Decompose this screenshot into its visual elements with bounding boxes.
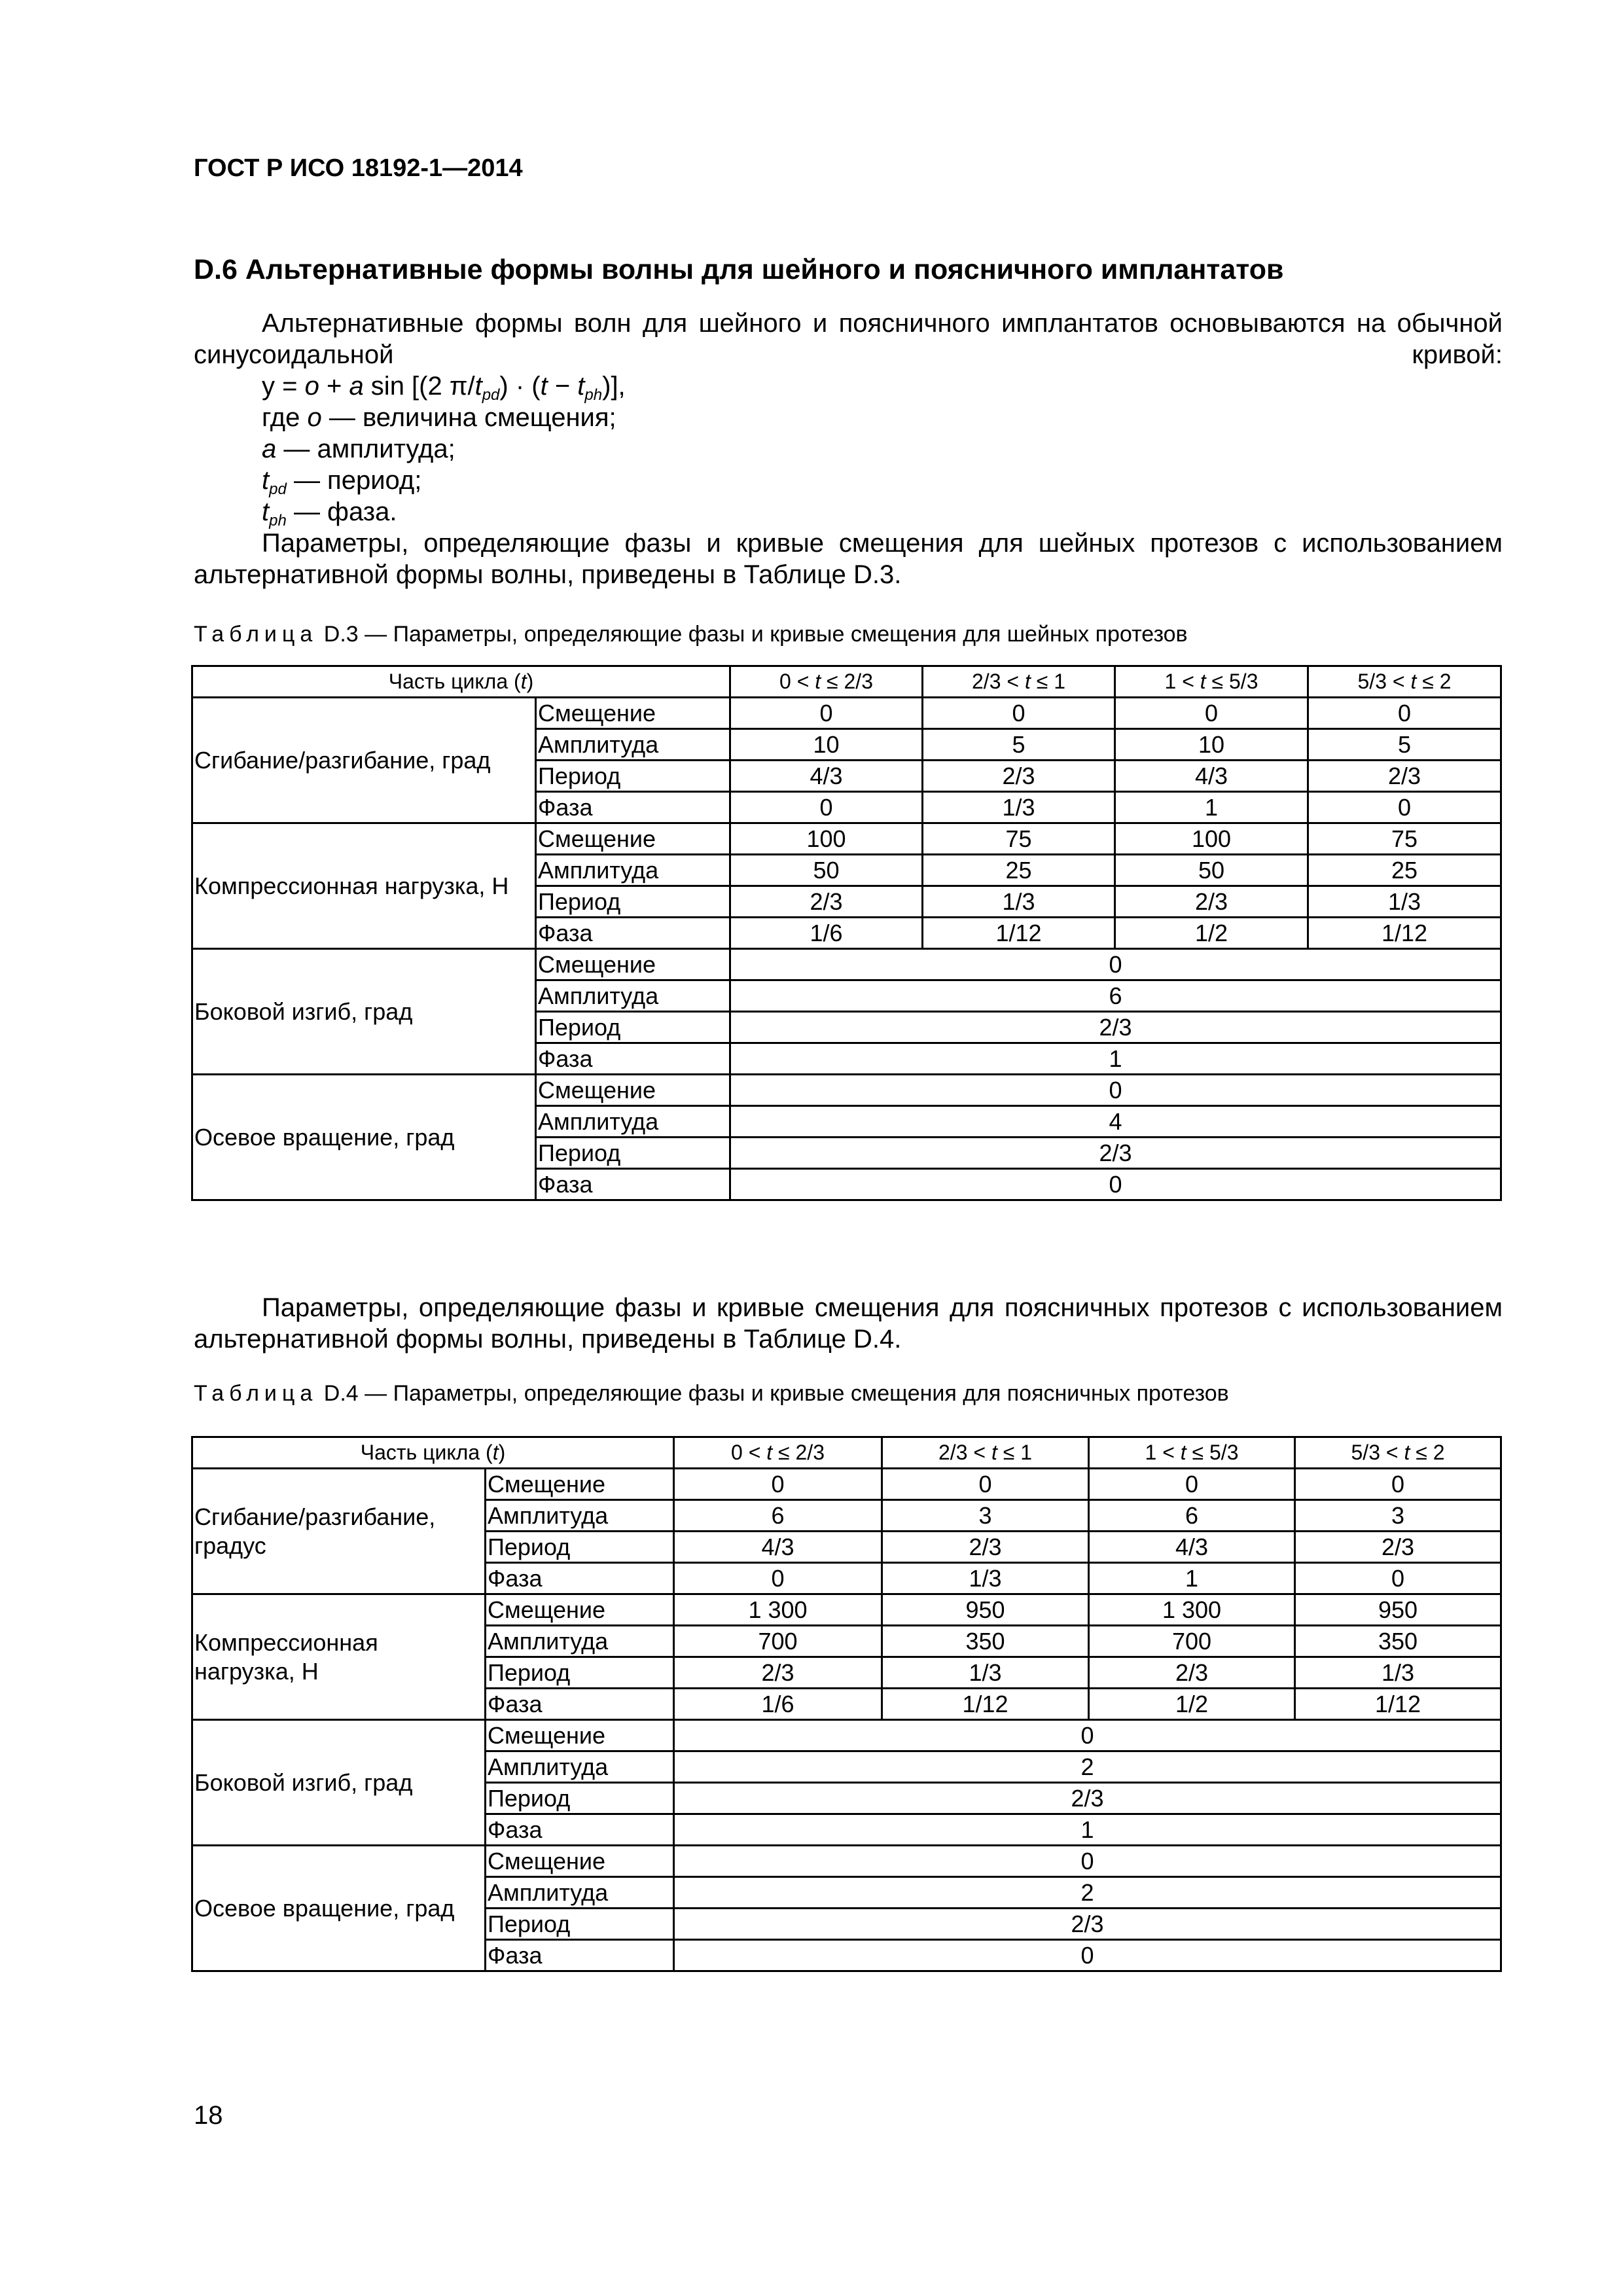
value-cell: 1/2 xyxy=(1089,1689,1295,1720)
value-cell: 1 300 xyxy=(674,1594,882,1626)
group-label: Компрессионная нагрузка, Н xyxy=(192,1594,486,1720)
page-number: 18 xyxy=(194,2101,223,2130)
value-cell: 0 xyxy=(730,1169,1501,1200)
document-header: ГОСТ Р ИСО 18192-1—2014 xyxy=(194,154,523,182)
group-label: Осевое вращение, град xyxy=(192,1075,536,1200)
parameter-label: Амплитуда xyxy=(536,980,730,1012)
table-row xyxy=(192,1469,1501,1500)
definition-o: где o — величина смещения; xyxy=(262,403,616,432)
group-label: Осевое вращение, град xyxy=(192,1846,486,1971)
value-cell: 2/3 xyxy=(1089,1657,1295,1689)
value-cell: 0 xyxy=(730,1075,1501,1106)
parameter-label: Амплитуда xyxy=(486,1626,674,1657)
header-interval: 1 < t ≤ 5/3 xyxy=(1115,666,1308,698)
value-cell: 3 xyxy=(1295,1500,1501,1532)
value-cell: 350 xyxy=(882,1626,1089,1657)
parameter-label: Смещение xyxy=(536,949,730,980)
value-cell: 0 xyxy=(730,792,923,823)
value-cell: 6 xyxy=(730,980,1501,1012)
value-cell: 1/12 xyxy=(882,1689,1089,1720)
value-cell: 25 xyxy=(1308,855,1501,886)
value-cell: 0 xyxy=(882,1469,1089,1500)
parameter-label: Период xyxy=(536,1012,730,1043)
value-cell: 3 xyxy=(882,1500,1089,1532)
parameter-label: Смещение xyxy=(486,1846,674,1877)
value-cell: 75 xyxy=(1308,823,1501,855)
parameter-label: Смещение xyxy=(486,1720,674,1751)
value-cell: 1 300 xyxy=(1089,1594,1295,1626)
parameter-label: Период xyxy=(486,1909,674,1940)
value-cell: 6 xyxy=(674,1500,882,1532)
parameter-label: Период xyxy=(536,1138,730,1169)
table-row xyxy=(192,823,1501,855)
parameter-label: Период xyxy=(536,886,730,918)
table-row xyxy=(192,949,1501,980)
value-cell: 50 xyxy=(1115,855,1308,886)
value-cell: 10 xyxy=(1115,729,1308,761)
table-d4-caption xyxy=(194,1381,1229,1407)
value-cell: 25 xyxy=(923,855,1115,886)
value-cell: 0 xyxy=(1089,1469,1295,1500)
value-cell: 2/3 xyxy=(674,1657,882,1689)
value-cell: 1 xyxy=(1089,1563,1295,1594)
value-cell: 700 xyxy=(1089,1626,1295,1657)
value-cell: 100 xyxy=(1115,823,1308,855)
value-cell: 0 xyxy=(730,698,923,729)
header-cycle-part: Часть цикла (t) xyxy=(192,666,730,698)
parameter-label: Амплитуда xyxy=(536,1106,730,1138)
table-header-row xyxy=(192,1437,1501,1469)
header-interval: 5/3 < t ≤ 2 xyxy=(1295,1437,1501,1469)
value-cell: 4/3 xyxy=(1115,761,1308,792)
parameter-label: Смещение xyxy=(486,1594,674,1626)
formula: y = o + a sin [(2 $\pi/t_{pd}) \cdot (t - t_{ph})$], xyxy=(262,372,626,404)
paragraph-table-d3-intro: Параметры, определяющие фазы и кривые смещения для шейных протезов с использованием альтернативной формы волны, приведены в Таблице D.3. xyxy=(194,529,1503,589)
parameter-label: Смещение xyxy=(486,1469,674,1500)
value-cell: 100 xyxy=(730,823,923,855)
value-cell: 4/3 xyxy=(730,761,923,792)
value-cell: 350 xyxy=(1295,1626,1501,1657)
header-interval: 2/3 < t ≤ 1 xyxy=(882,1437,1089,1469)
value-cell: 1/3 xyxy=(882,1657,1089,1689)
table-row xyxy=(192,1720,1501,1751)
parameter-label: Фаза xyxy=(486,1563,674,1594)
value-cell: 0 xyxy=(674,1469,882,1500)
value-cell: 2/3 xyxy=(730,886,923,918)
group-label: Компрессионная нагрузка, Н xyxy=(192,823,536,949)
parameter-label: Амплитуда xyxy=(486,1500,674,1532)
value-cell: 1 xyxy=(674,1814,1501,1846)
header-interval: 0 < t ≤ 2/3 xyxy=(674,1437,882,1469)
group-label: Боковой изгиб, град xyxy=(192,949,536,1075)
value-cell: 1 xyxy=(1115,792,1308,823)
table-header-row xyxy=(192,666,1501,698)
value-cell: 1/3 xyxy=(1295,1657,1501,1689)
parameter-label: Период xyxy=(486,1532,674,1563)
value-cell: 1/6 xyxy=(674,1689,882,1720)
value-cell: 1/12 xyxy=(1295,1689,1501,1720)
parameter-label: Амплитуда xyxy=(486,1877,674,1909)
value-cell: 700 xyxy=(674,1626,882,1657)
value-cell: 10 xyxy=(730,729,923,761)
parameter-label: Амплитуда xyxy=(536,855,730,886)
header-cycle-part: Часть цикла (t) xyxy=(192,1437,674,1469)
table-row xyxy=(192,1846,1501,1877)
value-cell: 2/3 xyxy=(882,1532,1089,1563)
value-cell: 2/3 xyxy=(1115,886,1308,918)
value-cell: 6 xyxy=(1089,1500,1295,1532)
header-interval: 1 < t ≤ 5/3 xyxy=(1089,1437,1295,1469)
value-cell: 2 xyxy=(674,1877,1501,1909)
table-d4-caption-text: D.4 — Параметры, определяющие фазы и кривые смещения для поясничных протезов xyxy=(323,1381,1229,1406)
value-cell: 0 xyxy=(1308,792,1501,823)
table-row xyxy=(192,1594,1501,1626)
table-row xyxy=(192,1075,1501,1106)
parameter-label: Фаза xyxy=(536,1043,730,1075)
value-cell: 2/3 xyxy=(674,1909,1501,1940)
parameter-label: Фаза xyxy=(486,1814,674,1846)
parameter-label: Период xyxy=(486,1657,674,1689)
parameter-label: Фаза xyxy=(536,1169,730,1200)
header-interval: 5/3 < t ≤ 2 xyxy=(1308,666,1501,698)
definition-tph: $t_{ph}$ — фаза. xyxy=(262,497,397,529)
value-cell: 50 xyxy=(730,855,923,886)
value-cell: 950 xyxy=(882,1594,1089,1626)
paragraph-table-d4-intro: Параметры, определяющие фазы и кривые смещения для поясничных протезов с использованием альтернативной формы волны, приведены в Таблице D.4. xyxy=(194,1293,1503,1354)
table-row xyxy=(192,698,1501,729)
value-cell: 5 xyxy=(1308,729,1501,761)
parameter-label: Фаза xyxy=(536,792,730,823)
definition-a: a — амплитуда; xyxy=(262,435,455,463)
value-cell: 0 xyxy=(730,949,1501,980)
value-cell: 1/2 xyxy=(1115,918,1308,949)
group-label: Сгибание/разгибание, град xyxy=(192,698,536,823)
table-d3 xyxy=(191,665,1502,1201)
value-cell: 1/3 xyxy=(923,792,1115,823)
value-cell: 1/3 xyxy=(1308,886,1501,918)
group-label: Сгибание/разгибание, градус xyxy=(192,1469,486,1594)
value-cell: 1 xyxy=(730,1043,1501,1075)
value-cell: 2/3 xyxy=(730,1012,1501,1043)
table-d4-caption-word: Таблица xyxy=(194,1381,318,1406)
parameter-label: Фаза xyxy=(486,1689,674,1720)
value-cell: 1/12 xyxy=(923,918,1115,949)
value-cell: 2 xyxy=(674,1751,1501,1783)
value-cell: 75 xyxy=(923,823,1115,855)
value-cell: 1/3 xyxy=(882,1563,1089,1594)
parameter-label: Смещение xyxy=(536,823,730,855)
value-cell: 1/6 xyxy=(730,918,923,949)
header-interval: 2/3 < t ≤ 1 xyxy=(923,666,1115,698)
parameter-label: Смещение xyxy=(536,698,730,729)
value-cell: 1/12 xyxy=(1308,918,1501,949)
table-d3-caption xyxy=(194,622,1188,647)
value-cell: 2/3 xyxy=(1295,1532,1501,1563)
table-d4 xyxy=(191,1436,1502,1972)
definition-tpd: $t_{pd}$ — период; xyxy=(262,466,422,498)
parameter-label: Амплитуда xyxy=(536,729,730,761)
table-d3-caption-word: Таблица xyxy=(194,622,318,647)
parameter-label: Фаза xyxy=(536,918,730,949)
value-cell: 0 xyxy=(1308,698,1501,729)
intro-paragraph: Альтернативные формы волн для шейного и поясничного имплантатов основываются на обычной синусоидальной кривой: xyxy=(194,309,1503,369)
header-interval: 0 < t ≤ 2/3 xyxy=(730,666,923,698)
parameter-label: Период xyxy=(536,761,730,792)
value-cell: 0 xyxy=(674,1720,1501,1751)
value-cell: 0 xyxy=(1295,1469,1501,1500)
value-cell: 2/3 xyxy=(1308,761,1501,792)
value-cell: 4/3 xyxy=(1089,1532,1295,1563)
value-cell: 0 xyxy=(674,1940,1501,1971)
value-cell: 2/3 xyxy=(923,761,1115,792)
value-cell: 2/3 xyxy=(730,1138,1501,1169)
section-title: D.6 Альтернативные формы волны для шейного и поясничного имплантатов xyxy=(194,254,1284,285)
parameter-label: Смещение xyxy=(536,1075,730,1106)
table-d3-caption-text: D.3 — Параметры, определяющие фазы и кривые смещения для шейных протезов xyxy=(323,622,1188,647)
value-cell: 0 xyxy=(1295,1563,1501,1594)
value-cell: 1/3 xyxy=(923,886,1115,918)
group-label: Боковой изгиб, град xyxy=(192,1720,486,1846)
value-cell: 4 xyxy=(730,1106,1501,1138)
value-cell: 0 xyxy=(923,698,1115,729)
parameter-label: Фаза xyxy=(486,1940,674,1971)
parameter-label: Период xyxy=(486,1783,674,1814)
value-cell: 4/3 xyxy=(674,1532,882,1563)
value-cell: 950 xyxy=(1295,1594,1501,1626)
value-cell: 0 xyxy=(674,1846,1501,1877)
value-cell: 2/3 xyxy=(674,1783,1501,1814)
value-cell: 0 xyxy=(674,1563,882,1594)
parameter-label: Амплитуда xyxy=(486,1751,674,1783)
value-cell: 5 xyxy=(923,729,1115,761)
value-cell: 0 xyxy=(1115,698,1308,729)
